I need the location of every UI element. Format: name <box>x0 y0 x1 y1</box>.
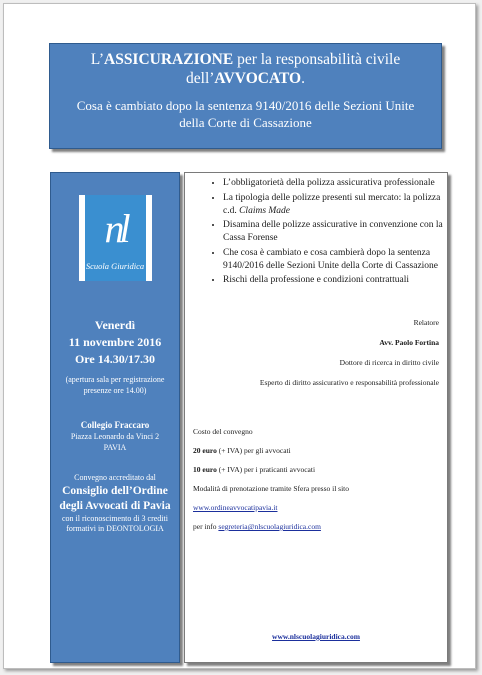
speaker-name: Avv. Paolo Fortina <box>379 338 439 347</box>
booking-note: Modalità di prenotazione tramite Sfera presso il sito <box>193 484 349 493</box>
accrediting-body: Consiglio dell’Ordine degli Avvocati di Pavia <box>59 484 171 512</box>
accreditation-note <box>51 473 179 535</box>
price-trainees-amount: 10 euro <box>193 465 217 474</box>
title-middle: per la responsabilità civile <box>233 51 401 68</box>
accreditation-credits: con il riconoscimento di 3 crediti formativi in DEONTOLOGIA <box>62 513 168 533</box>
cost-block <box>185 426 447 532</box>
event-date: 11 novembre 2016 <box>68 335 162 349</box>
event-day: Venerdì <box>94 318 136 332</box>
order-site-link[interactable]: www.ordineavvocatipavia.it <box>193 503 278 512</box>
price-lawyers-amount: 20 euro <box>193 446 217 455</box>
topics-list <box>185 177 447 287</box>
logo-monogram: nl <box>104 206 126 251</box>
speaker-expertise: Esperto di diritto assicurativo e responsabilità professionale <box>259 378 439 387</box>
venue-name: Collegio Fraccaro <box>80 420 150 430</box>
title-banner <box>49 43 442 149</box>
price-trainees-note: (+ IVA) per i praticanti avvocati <box>216 465 316 474</box>
opening-note: (apertura sala per registrazione presenze ore 14.00) <box>65 375 165 395</box>
event-time: Ore 14.30/17.30 <box>74 352 156 366</box>
topic-item <box>223 192 447 218</box>
title-prefix: L’ <box>90 51 104 68</box>
speaker-block <box>185 317 447 388</box>
subtitle-line1: Cosa è cambiato dopo la sentenza 9140/2016 delle Sezioni Unite <box>76 98 415 113</box>
info-line <box>193 521 447 532</box>
venue-address: Piazza Leonardo da Vinci 2 <box>70 432 160 441</box>
school-site-link[interactable]: www.nlscuolagiuridica.com <box>272 632 360 641</box>
accreditation-intro: Convegno accreditato dal <box>74 473 156 482</box>
logo-name: Scuola Giuridica <box>85 261 145 271</box>
title-period: . <box>301 70 305 87</box>
topic-item: • Rischi della professione e condizioni contrattuali <box>223 274 447 287</box>
cost-heading: Costo del convegno <box>193 427 253 436</box>
program-panel <box>184 172 448 663</box>
footer <box>185 632 447 641</box>
event-datetime <box>51 317 179 368</box>
title-line2-prefix: dell’ <box>186 70 215 87</box>
document-page <box>3 3 476 669</box>
venue-city: PAVIA <box>103 443 127 452</box>
event-info-panel <box>50 172 180 663</box>
page-subtitle <box>50 97 441 131</box>
topic-italic-term: Claims Made <box>239 205 291 216</box>
price-lawyers <box>193 445 447 456</box>
topic-item: • L’obbligatorietà della polizza assicurativa professionale <box>223 177 447 190</box>
price-trainees <box>193 464 447 475</box>
price-lawyers-note: (+ IVA) per gli avvocati <box>216 446 291 455</box>
title-keyword-insurance: ASSICURAZIONE <box>104 51 234 68</box>
title-keyword-lawyer: AVVOCATO <box>214 70 302 87</box>
page-title <box>50 50 441 88</box>
subtitle-line2: della Corte di Cassazione <box>179 115 312 130</box>
event-venue <box>51 420 179 453</box>
topic-text: La tipologia delle polizze presenti sul mercato: la polizza c.d. <box>223 192 441 216</box>
topic-item: • Disamina delle polizze assicurative in convenzione con la Cassa Forense <box>223 219 447 245</box>
info-prefix: per info <box>193 522 219 531</box>
speaker-role: Dottore di ricerca in diritto civile <box>339 358 439 367</box>
info-email-link[interactable]: segreteria@nlscuolagiuridica.com <box>218 522 321 531</box>
speaker-label: Relatore <box>413 318 439 327</box>
topic-item: • Che cosa è cambiato e cosa cambierà dopo la sentenza 9140/2016 delle Sezioni Unite della Corte di Cassazione <box>223 247 447 273</box>
scuola-giuridica-logo <box>79 195 152 281</box>
